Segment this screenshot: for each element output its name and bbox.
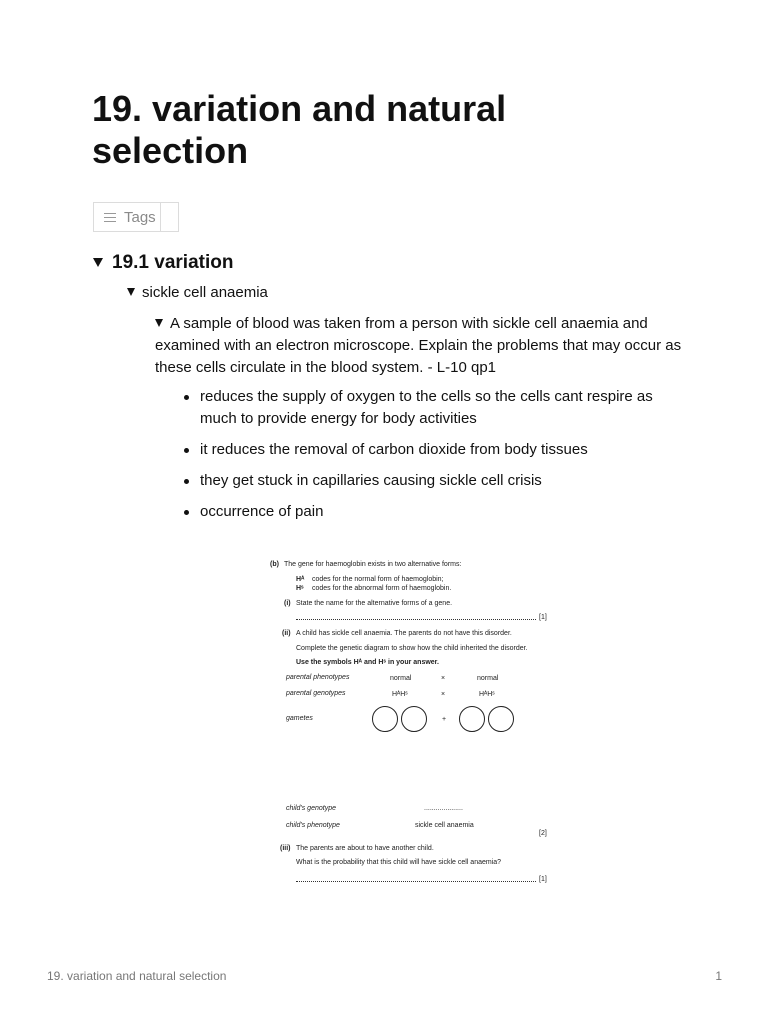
mark-1: [1] — [539, 614, 547, 621]
gamete-circle — [372, 706, 398, 732]
childs-phenotype-label: child's phenotype — [286, 822, 340, 829]
list-item — [180, 501, 680, 523]
genotype-2: HᴬHˢ — [479, 691, 495, 698]
list-item — [180, 439, 680, 461]
part-iii-text: The parents are about to have another child. — [296, 845, 434, 852]
allele-s-symbol: Hˢ — [296, 585, 304, 592]
parental-phenotypes-label: parental phenotypes — [286, 674, 350, 681]
section-heading[interactable] — [93, 252, 233, 274]
gamete-circle — [488, 706, 514, 732]
part-i-text: State the name for the alternative forms of a gene. — [296, 600, 453, 607]
toggle-triangle-icon[interactable] — [155, 319, 163, 327]
toggle-triangle-icon[interactable] — [93, 258, 103, 267]
answer-list — [180, 386, 680, 532]
part-i-label: (i) — [284, 600, 291, 607]
answer-text: reduces the supply of oxygen to the cells so the cells cant respire as much to provide energy for body activities — [200, 388, 653, 427]
answer-text: they get stuck in capillaries causing sickle cell crisis — [200, 472, 542, 489]
tags-property[interactable] — [93, 202, 179, 232]
mark-3: [1] — [539, 876, 547, 883]
gamete-circle — [401, 706, 427, 732]
part-iii-question: What is the probability that this child will have sickle cell anaemia? — [296, 859, 502, 866]
part-ii-instruction: Complete the genetic diagram to show how the child inherited the disorder. — [296, 645, 528, 652]
cross-symbol: × — [441, 691, 446, 698]
parental-genotypes-label: parental genotypes — [286, 690, 346, 697]
gametes-label: gametes — [286, 715, 313, 722]
bullet-icon — [184, 395, 189, 400]
mark-2: [2] — [539, 830, 547, 837]
answer-text: it reduces the removal of carbon dioxide from body tissues — [200, 441, 588, 458]
answer-text: occurrence of pain — [200, 503, 324, 520]
gamete-circle — [459, 706, 485, 732]
tags-label: Tags — [124, 208, 156, 226]
childs-genotype-value: .................... — [424, 805, 463, 812]
part-b-text: The gene for haemoglobin exists in two alternative forms: — [284, 561, 462, 568]
bullet-icon — [184, 479, 189, 484]
answer-line — [296, 881, 536, 882]
section-heading-text: 19.1 variation — [112, 252, 234, 273]
part-ii-symbols: Use the symbols Hᴬ and Hˢ in your answer. — [296, 659, 439, 666]
part-b-label: (b) — [270, 561, 279, 568]
page-title: 19. variation and natural selection — [92, 88, 507, 171]
list-icon — [104, 212, 116, 222]
list-item — [180, 386, 680, 430]
childs-phenotype-value: sickle cell anaemia — [415, 822, 474, 829]
sub-heading-text: sickle cell anaemia — [142, 284, 268, 301]
part-ii-text: A child has sickle cell anaemia. The parents do not have this disorder. — [296, 630, 512, 637]
answer-line — [296, 619, 536, 620]
tags-divider — [160, 203, 161, 231]
sub-heading[interactable] — [127, 284, 268, 302]
part-ii-label: (ii) — [282, 630, 291, 637]
question-toggle[interactable] — [155, 313, 685, 379]
allele-a-text: codes for the normal form of haemoglobin; — [312, 576, 444, 583]
part-iii-label: (iii) — [280, 845, 291, 852]
genotype-1: HᴬHˢ — [392, 691, 408, 698]
childs-genotype-label: child's genotype — [286, 805, 336, 812]
allele-a-symbol: Hᴬ — [296, 576, 305, 583]
toggle-triangle-icon[interactable] — [127, 288, 135, 296]
phenotype-1: normal — [390, 675, 412, 682]
bullet-icon — [184, 510, 189, 515]
list-item — [180, 470, 680, 492]
exam-question-image — [266, 556, 556, 886]
question-text: A sample of blood was taken from a person with sickle cell anaemia and examined with an electron microscope. Explain the problems that may occur as these cells circulate in the blood system. - L-10 qp1 — [155, 315, 682, 376]
cross-symbol: × — [441, 675, 446, 682]
plus-symbol: + — [442, 716, 447, 723]
phenotype-2: normal — [477, 675, 499, 682]
allele-s-text: codes for the abnormal form of haemoglobin. — [312, 585, 452, 592]
page-number: 1 — [715, 969, 722, 983]
bullet-icon — [184, 448, 189, 453]
footer-title: 19. variation and natural selection — [47, 969, 227, 983]
